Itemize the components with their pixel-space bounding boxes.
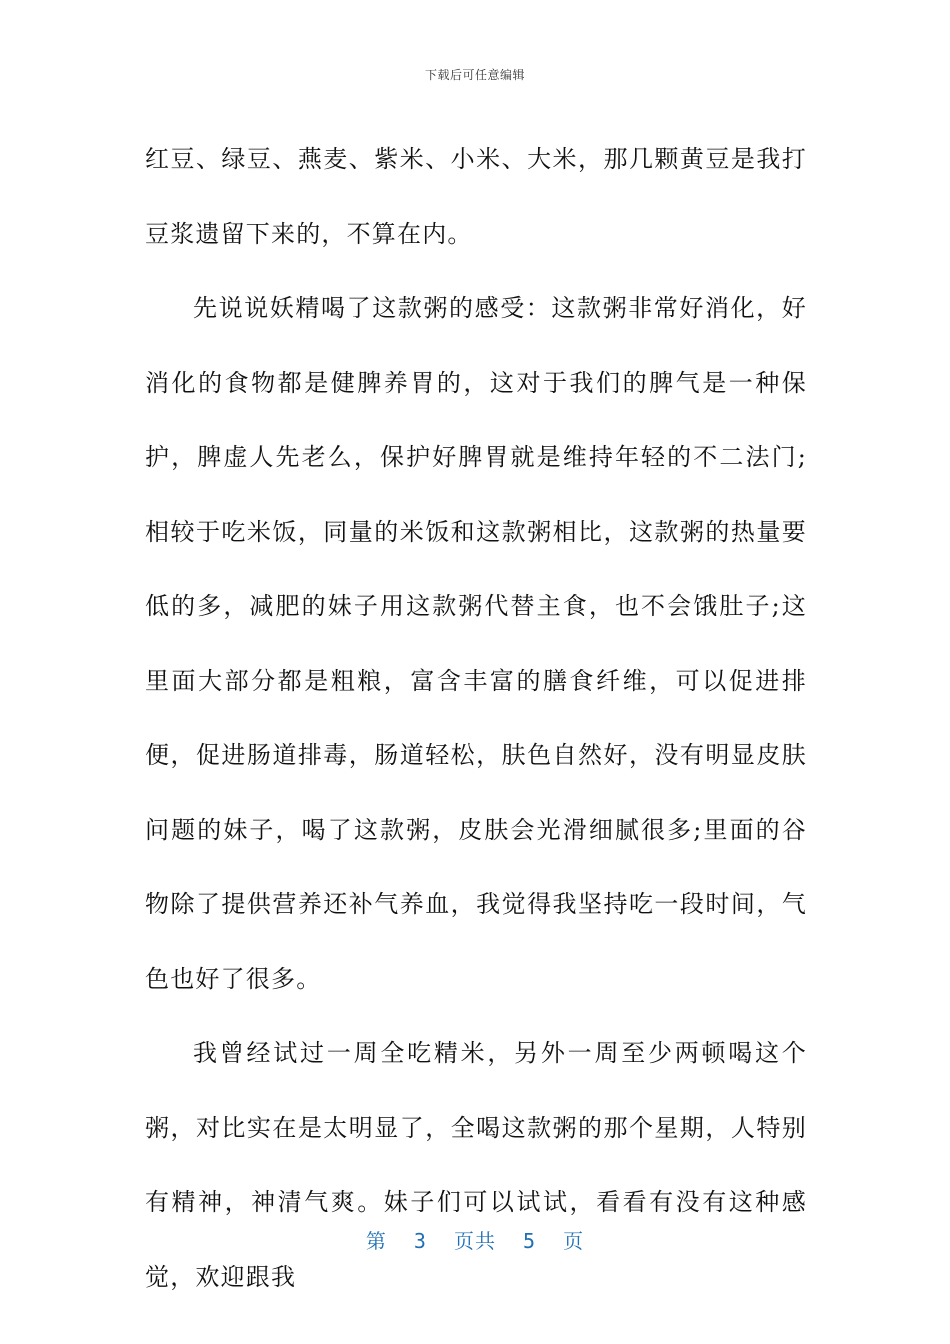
footer-suffix: 页 <box>563 1229 585 1253</box>
paragraph-3: 我曾经试过一周全吃精米，另外一周至少两顿喝这个粥，对比实在是太明显了，全喝这款粥的那个星期，人特别有精神，神清气爽。妹子们可以试试，看看有没有这种感觉，欢迎跟我 <box>145 1039 807 1291</box>
paragraph-2: 先说说妖精喝了这款粥的感受：这款粥非常好消化，好消化的食物都是健脾养胃的，这对于我们的脾气是一种保护，脾虚人先老么，保护好脾胃就是维持年轻的不二法门;相较于吃米饭，同量的米饭和这款粥相比，这款粥的热量要低的多，减肥的妹子用这款粥代替主食，也不会饿肚子;这里面大部分都是粗粮，富含丰富的膳食纤维，可以促进排便，促进肠道排毒，肠道轻松，肤色自然好，没有明显皮肤问题的妹子，喝了这款粥，皮肤会光滑细腻很多;里面的谷物除了提供营养还补气养血，我觉得我坚持吃一段时间，气色也好了很多。 <box>145 294 807 993</box>
header-note: 下载后可任意编辑 <box>424 68 525 82</box>
page-footer <box>0 1225 950 1254</box>
paragraph-1: 红豆、绿豆、燕麦、紫米、小米、大米，那几颗黄豆是我打豆浆遗留下来的，不算在内。 <box>145 145 807 248</box>
document-body <box>145 122 807 1314</box>
footer-middle: 页共 <box>454 1229 496 1253</box>
total-page-count: 5 <box>523 1229 537 1253</box>
current-page-number: 3 <box>413 1229 427 1253</box>
footer-prefix: 第 <box>365 1229 387 1253</box>
